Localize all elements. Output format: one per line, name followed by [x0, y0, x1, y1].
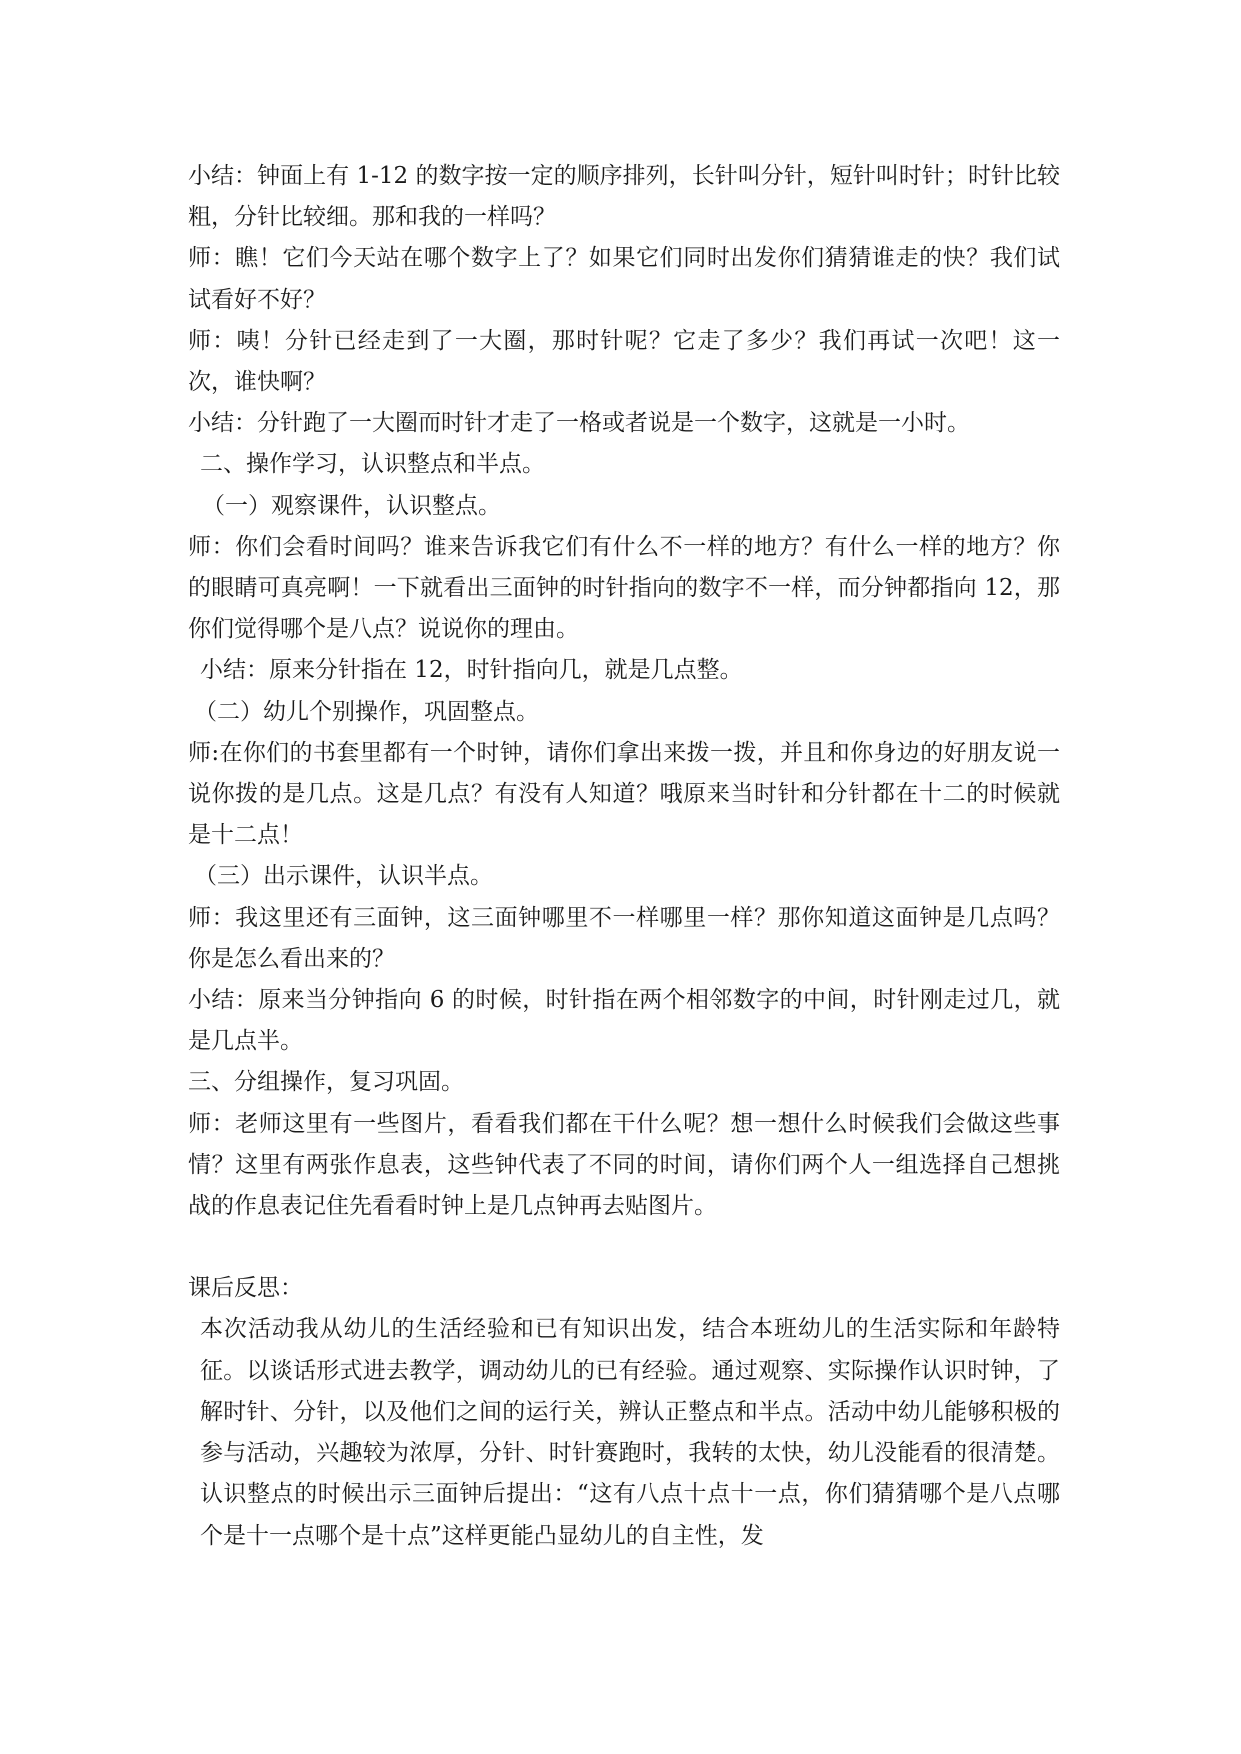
subsection-heading-3: （三）出示课件，认识半点。 — [194, 863, 493, 890]
teacher-paragraph-tell-time: 师：你们会看时间吗？谁来告诉我它们有什么不一样的地方？有什么一样的地方？你的眼睛可真亮啊！一下就看出三面钟的时针指向的数字不一样，而分钟都指向 12，那你们觉得哪个是八点？说说你的理由。 — [188, 533, 1060, 643]
teacher-paragraph-pictures: 师：老师这里有一些图片，看看我们都在干什么呢？想一想什么时候我们会做这些事情？这里有两张作息表，这些钟代表了不同的时间，请你们两个人一组选择自己想挑战的作息表记住先看看时钟上是几点钟再去贴图片。 — [188, 1110, 1060, 1220]
blank-line — [188, 1227, 1060, 1268]
summary-paragraph-half-hour: 小结：原来当分钟指向 6 的时候，时针指在两个相邻数字的中间，时针刚走过几，就是几点半。 — [188, 987, 1060, 1055]
subsection-heading-2: （二）幼儿个别操作，巩固整点。 — [194, 698, 539, 725]
section-heading-3: 三、分组操作，复习巩固。 — [188, 1069, 464, 1096]
summary-paragraph-whole-hour: 小结：原来分针指在 12，时针指向几，就是几点整。 — [200, 657, 743, 684]
teacher-paragraph-look: 师：瞧！它们今天站在哪个数字上了？如果它们同时出发你们猜猜谁走的快？我们试试看好不好？ — [188, 245, 1060, 313]
teacher-paragraph-minute-hand: 师：咦！分针已经走到了一大圈，那时针呢？它走了多少？我们再试一次吧！这一次，谁快啊？ — [188, 327, 1060, 396]
document-page — [188, 156, 1060, 1557]
section-heading-2: 二、操作学习，认识整点和半点。 — [200, 451, 545, 478]
subsection-heading-1: （一）观察课件，认识整点。 — [202, 492, 501, 519]
teacher-paragraph-three-clocks: 师：我这里还有三面钟，这三面钟哪里不一样哪里一样？那你知道这面钟是几点吗？你是怎么看出来的？ — [188, 904, 1060, 972]
reflection-paragraph: 本次活动我从幼儿的生活经验和已有知识出发，结合本班幼儿的生活实际和年龄特征。以谈话形式进去教学，调动幼儿的已有经验。通过观察、实际操作认识时钟，了解时针、分针，以及他们之间的运行关，辨认正整点和半点。活动中幼儿能够积极的参与活动，兴趣较为浓厚，分针、时针赛跑时，我转的太快，幼儿没能看的很清楚。认识整点的时候出示三面钟后提出：“这有八点十点十一点，你们猜猜哪个是八点哪个是十一点哪个是十点”这样更能凸显幼儿的自主性，发 — [200, 1316, 1060, 1549]
reflection-heading: 课后反思： — [188, 1275, 303, 1302]
summary-paragraph-clock-face: 小结：钟面上有 1-12 的数字按一定的顺序排列，长针叫分针，短针叫时针；时针比较粗，分针比较细。那和我的一样吗？ — [188, 163, 1060, 231]
summary-paragraph-one-hour: 小结：分针跑了一大圈而时针才走了一格或者说是一个数字，这就是一小时。 — [188, 410, 970, 437]
teacher-paragraph-dial-clock: 师:在你们的书套里都有一个时钟，请你们拿出来拨一拨，并且和你身边的好朋友说一说你拨的是几点。这是几点？有没有人知道？哦原来当时针和分针都在十二的时候就是十二点！ — [188, 739, 1060, 849]
